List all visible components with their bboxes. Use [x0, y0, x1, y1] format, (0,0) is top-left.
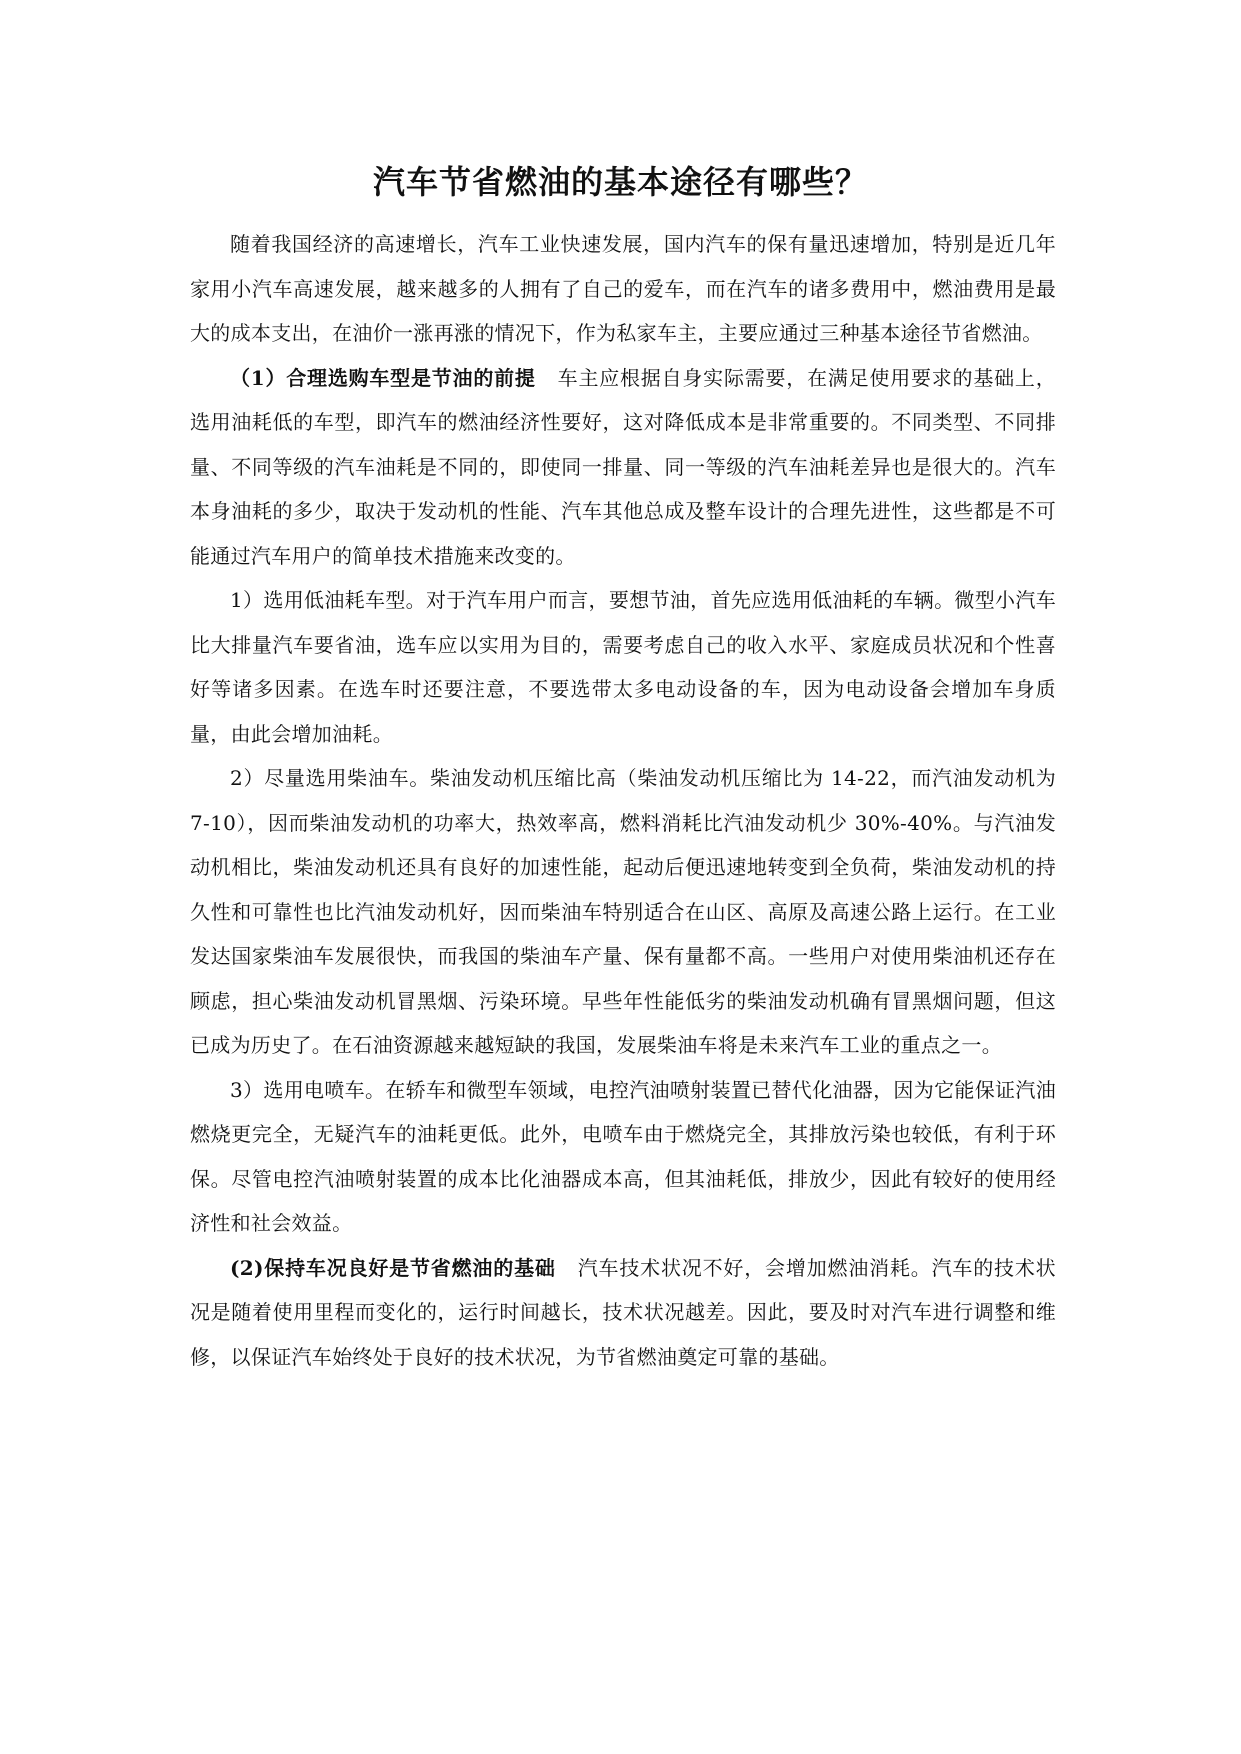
paragraph-text: 汽车技术状况不好，会增加燃油消耗。汽车的技术状况是随着使用里程而变化的，运行时间越长，技术状况越差。因此，要及时对汽车进行调整和维修，以保证汽车始终处于良好的技术状况，为节省燃油奠定可靠的基础。	[190, 1255, 1056, 1369]
paragraph-section-1	[190, 356, 1056, 579]
paragraph-intro	[190, 222, 1056, 356]
paragraph-item-3	[190, 1068, 1056, 1246]
section-heading-1: （1）合理选购车型是节油的前提	[230, 365, 536, 390]
document-title: 汽车节省燃油的基本途径有哪些？	[372, 163, 868, 201]
paragraph-item-2	[190, 756, 1056, 1068]
paragraph-text: 2）尽量选用柴油车。柴油发动机压缩比高（柴油发动机压缩比为 14-22，而汽油发动机为 7-10），因而柴油发动机的功率大，热效率高，燃料消耗比汽油发动机少 30%-40%。与汽油发动机相比，柴油发动机还具有良好的加速性能，起动后便迅速地转变到全负荷，柴油发动机的持久性和可靠性也比汽油发动机好，因而柴油车特别适合在山区、高原及高速公路上运行。在工业发达国家柴油车发展很快，而我国的柴油车产量、保有量都不高。一些用户对使用柴油机还存在顾虑，担心柴油发动机冒黑烟、污染环境。早些年性能低劣的柴油发动机确有冒黑烟问题，但这已成为历史了。在石油资源越来越短缺的我国，发展柴油车将是未来汽车工业的重点之一。	[190, 766, 1056, 1057]
paragraph-section-2	[190, 1246, 1056, 1380]
paragraph-text: 随着我国经济的高速增长，汽车工业快速发展，国内汽车的保有量迅速增加，特别是近几年家用小汽车高速发展，越来越多的人拥有了自己的爱车，而在汽车的诸多费用中，燃油费用是最大的成本支出，在油价一涨再涨的情况下，作为私家车主，主要应通过三种基本途径节省燃油。	[190, 232, 1056, 345]
section-heading-2: (2)保持车况良好是节省燃油的基础	[230, 1255, 556, 1280]
document-body	[190, 222, 1056, 1379]
paragraph-text: 3）选用电喷车。在轿车和微型车领域，电控汽油喷射装置已替代化油器，因为它能保证汽油燃烧更完全，无疑汽车的油耗更低。此外，电喷车由于燃烧完全，其排放污染也较低，有利于环保。尽管电控汽油喷射装置的成本比化油器成本高，但其油耗低，排放少，因此有较好的使用经济性和社会效益。	[190, 1077, 1056, 1235]
paragraph-text: 1）选用低油耗车型。对于汽车用户而言，要想节油，首先应选用低油耗的车辆。微型小汽车比大排量汽车要省油，选车应以实用为目的，需要考虑自己的收入水平、家庭成员状况和个性喜好等诸多因素。在选车时还要注意，不要选带太多电动设备的车，因为电动设备会增加车身质量，由此会增加油耗。	[190, 588, 1056, 746]
paragraph-item-1	[190, 578, 1056, 756]
paragraph-text: 车主应根据自身实际需要，在满足使用要求的基础上，选用油耗低的车型，即汽车的燃油经济性要好，这对降低成本是非常重要的。不同类型、不同排量、不同等级的汽车油耗是不同的，即使同一排量、同一等级的汽车油耗差异也是很大的。汽车本身油耗的多少，取决于发动机的性能、汽车其他总成及整车设计的合理先进性，这些都是不可能通过汽车用户的简单技术措施来改变的。	[190, 365, 1056, 568]
